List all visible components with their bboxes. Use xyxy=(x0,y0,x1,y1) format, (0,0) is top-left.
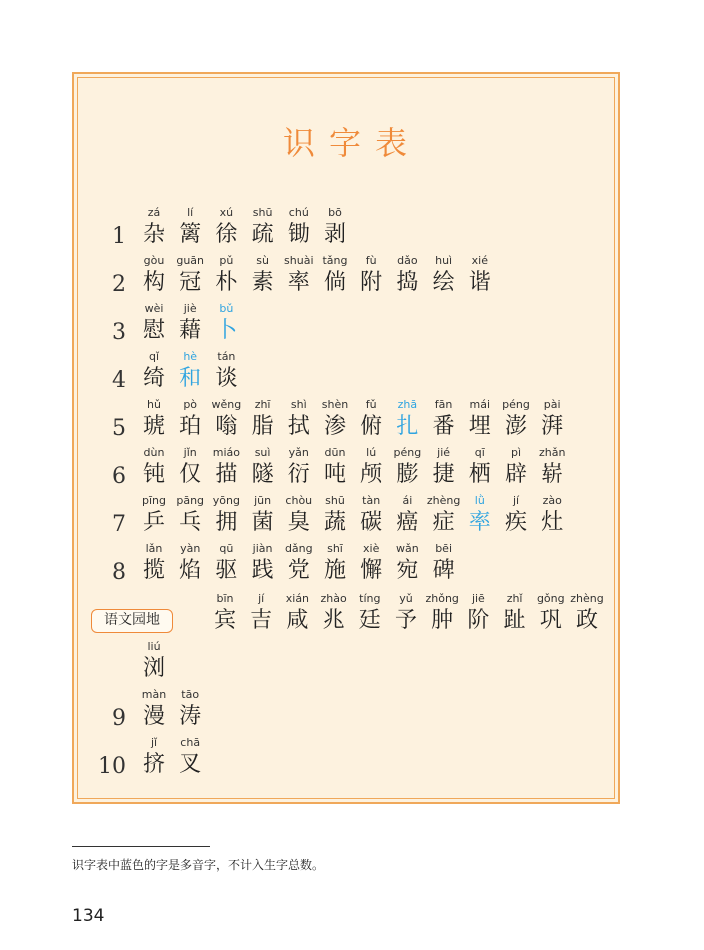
page-title: 识字表 xyxy=(282,124,421,162)
pinyin: chòu xyxy=(285,494,313,507)
pinyin: bǔ xyxy=(219,302,234,315)
pinyin: gòu xyxy=(143,254,165,267)
row-number: 7 xyxy=(112,512,126,537)
pinyin: suì xyxy=(254,446,271,459)
hanzi: 涛 xyxy=(179,704,202,729)
hanzi: 冠 xyxy=(179,270,202,295)
hanzi: 辟 xyxy=(504,462,527,487)
pinyin: wǎn xyxy=(396,542,419,555)
pinyin: zhǒng xyxy=(425,592,459,605)
pinyin: zhǐ xyxy=(506,592,523,605)
pinyin: zá xyxy=(147,206,161,219)
pinyin: yàn xyxy=(180,542,201,555)
char-row xyxy=(0,494,704,542)
polyphonic-character xyxy=(208,302,244,346)
pinyin: dǎng xyxy=(284,542,313,555)
hanzi: 钝 xyxy=(142,462,165,487)
pinyin: jiè xyxy=(183,302,197,315)
pinyin: pāng xyxy=(176,494,205,507)
pinyin: fǔ xyxy=(365,398,377,411)
hanzi: 嗡 xyxy=(215,414,238,439)
pinyin: shuài xyxy=(284,254,314,267)
hanzi: 栖 xyxy=(468,462,491,487)
hanzi: 政 xyxy=(575,608,598,633)
pinyin: shì xyxy=(290,398,307,411)
hanzi: 叉 xyxy=(179,752,202,777)
pinyin: jǐ xyxy=(150,736,158,749)
hanzi: 肿 xyxy=(431,608,454,633)
hanzi: 琥 xyxy=(142,414,165,439)
pinyin: lí xyxy=(187,206,194,219)
pinyin: péng xyxy=(502,398,530,411)
hanzi: 倘 xyxy=(323,270,346,295)
pinyin: hǔ xyxy=(147,398,161,411)
pinyin: qī xyxy=(474,446,485,459)
pinyin: guān xyxy=(176,254,205,267)
pinyin: jí xyxy=(512,494,520,507)
hanzi: 揽 xyxy=(142,558,165,583)
hanzi: 碳 xyxy=(360,510,383,535)
hanzi: 膨 xyxy=(396,462,419,487)
hanzi: 慰 xyxy=(142,318,165,343)
hanzi: 宛 xyxy=(396,558,419,583)
footnote: 识字表中蓝色的字是多音字，不计入生字总数。 xyxy=(72,858,325,872)
character-cell xyxy=(136,640,172,684)
hanzi: 渗 xyxy=(323,414,346,439)
hanzi: 崭 xyxy=(541,462,564,487)
pinyin: xú xyxy=(219,206,234,219)
hanzi: 脂 xyxy=(251,414,274,439)
row-number: 10 xyxy=(98,754,126,779)
character-cell xyxy=(317,206,353,250)
hanzi: 绘 xyxy=(432,270,455,295)
pinyin: wěng xyxy=(211,398,242,411)
hanzi: 菌 xyxy=(251,510,274,535)
hanzi: 咸 xyxy=(286,608,309,633)
hanzi: 疾 xyxy=(504,510,527,535)
pinyin: pò xyxy=(183,398,198,411)
row-number: 8 xyxy=(112,560,126,585)
hanzi: 拭 xyxy=(287,414,310,439)
hanzi: 吨 xyxy=(323,462,346,487)
hanzi: 施 xyxy=(323,558,346,583)
hanzi: 浏 xyxy=(142,656,165,681)
hanzi: 阶 xyxy=(467,608,490,633)
hanzi: 蔬 xyxy=(323,510,346,535)
pinyin: yǎn xyxy=(288,446,309,459)
hanzi: 焰 xyxy=(179,558,202,583)
pinyin: tíng xyxy=(359,592,381,605)
hanzi: 珀 xyxy=(179,414,202,439)
pinyin: sù xyxy=(256,254,269,267)
pinyin: tāo xyxy=(181,688,200,701)
char-row xyxy=(0,302,704,350)
hanzi: 疏 xyxy=(251,222,274,247)
pinyin: lǜ xyxy=(474,494,485,507)
character-cell xyxy=(208,350,244,394)
pinyin: bīn xyxy=(216,592,234,605)
row-number: 2 xyxy=(112,272,126,297)
pinyin: shū xyxy=(325,494,345,507)
pinyin: pì xyxy=(510,446,522,459)
pinyin: dūn xyxy=(324,446,346,459)
hanzi: 驱 xyxy=(215,558,238,583)
hanzi: 素 xyxy=(251,270,274,295)
hanzi: 隧 xyxy=(251,462,274,487)
pinyin: qǐ xyxy=(148,350,160,363)
hanzi: 埋 xyxy=(468,414,491,439)
hanzi: 挤 xyxy=(142,752,165,777)
hanzi: 藉 xyxy=(179,318,202,343)
row-number: 5 xyxy=(112,416,126,441)
char-row xyxy=(0,592,704,640)
pinyin: chā xyxy=(180,736,201,749)
pinyin: gǒng xyxy=(536,592,565,605)
hanzi: 构 xyxy=(142,270,165,295)
row-number: 4 xyxy=(112,368,126,393)
pinyin: mái xyxy=(469,398,491,411)
pinyin: wèi xyxy=(144,302,164,315)
pinyin: fān xyxy=(434,398,453,411)
character-cell xyxy=(172,688,208,732)
footnote-divider xyxy=(72,846,210,847)
pinyin: zhèng xyxy=(426,494,461,507)
char-row xyxy=(0,446,704,494)
row-number: 3 xyxy=(112,320,126,345)
character-cell xyxy=(426,542,462,586)
yuwen-yuandi-badge: 语文园地 xyxy=(91,609,173,633)
hanzi: 锄 xyxy=(287,222,310,247)
page-number: 134 xyxy=(72,906,105,926)
hanzi: 绮 xyxy=(142,366,165,391)
character-cell xyxy=(534,494,570,538)
pinyin: pǔ xyxy=(219,254,234,267)
pinyin: shèn xyxy=(321,398,349,411)
character-cell xyxy=(569,592,605,636)
hanzi: 扎 xyxy=(396,414,419,439)
hanzi: 和 xyxy=(179,366,202,391)
row-number: 1 xyxy=(112,224,126,249)
hanzi: 捷 xyxy=(432,462,455,487)
hanzi: 癌 xyxy=(396,510,419,535)
hanzi: 臭 xyxy=(287,510,310,535)
hanzi: 吉 xyxy=(250,608,273,633)
row-number: 6 xyxy=(112,464,126,489)
pinyin: bō xyxy=(328,206,342,219)
hanzi: 描 xyxy=(215,462,238,487)
char-row xyxy=(0,542,704,590)
pinyin: dùn xyxy=(143,446,165,459)
pinyin: tàn xyxy=(362,494,381,507)
hanzi: 杂 xyxy=(142,222,165,247)
hanzi: 篱 xyxy=(179,222,202,247)
char-row xyxy=(0,254,704,302)
pinyin: jié xyxy=(437,446,451,459)
pinyin: zhā xyxy=(397,398,418,411)
hanzi: 践 xyxy=(251,558,274,583)
hanzi: 党 xyxy=(287,558,310,583)
hanzi: 衍 xyxy=(287,462,310,487)
hanzi: 廷 xyxy=(358,608,381,633)
pinyin: jí xyxy=(258,592,265,605)
character-cell xyxy=(534,446,570,490)
hanzi: 宾 xyxy=(213,608,236,633)
hanzi: 率 xyxy=(287,270,310,295)
pinyin: zhī xyxy=(254,398,271,411)
hanzi: 巩 xyxy=(539,608,562,633)
hanzi: 乒 xyxy=(142,510,165,535)
char-row xyxy=(0,398,704,446)
hanzi: 谈 xyxy=(215,366,238,391)
hanzi: 俯 xyxy=(360,414,383,439)
character-cell xyxy=(172,736,208,780)
pinyin: zào xyxy=(542,494,562,507)
char-row xyxy=(0,350,704,398)
hanzi: 番 xyxy=(432,414,455,439)
pinyin: liú xyxy=(147,640,161,653)
hanzi: 徐 xyxy=(215,222,238,247)
hanzi: 捣 xyxy=(396,270,419,295)
character-cell xyxy=(462,254,498,298)
pinyin: xié xyxy=(471,254,488,267)
pinyin: lú xyxy=(366,446,377,459)
pinyin: jūn xyxy=(254,494,272,507)
hanzi: 灶 xyxy=(541,510,564,535)
hanzi: 湃 xyxy=(541,414,564,439)
pinyin: yǔ xyxy=(399,592,413,605)
hanzi: 症 xyxy=(432,510,455,535)
hanzi: 予 xyxy=(394,608,417,633)
pinyin: jǐn xyxy=(183,446,197,459)
hanzi: 附 xyxy=(360,270,383,295)
hanzi: 率 xyxy=(468,510,491,535)
pinyin: jiàn xyxy=(252,542,273,555)
pinyin: tǎng xyxy=(322,254,348,267)
pinyin: péng xyxy=(393,446,422,459)
pinyin: bēi xyxy=(435,542,452,555)
hanzi: 兆 xyxy=(322,608,345,633)
hanzi: 卜 xyxy=(215,318,238,343)
hanzi: 乓 xyxy=(179,510,202,535)
hanzi: 仅 xyxy=(179,462,202,487)
pinyin: miáo xyxy=(212,446,241,459)
hanzi: 懈 xyxy=(360,558,383,583)
pinyin: hè xyxy=(183,350,198,363)
pinyin: yōng xyxy=(212,494,240,507)
hanzi: 趾 xyxy=(503,608,526,633)
pinyin: zhào xyxy=(320,592,347,605)
pinyin: jiē xyxy=(471,592,485,605)
pinyin: ái xyxy=(402,494,413,507)
pinyin: fù xyxy=(365,254,377,267)
char-row xyxy=(0,688,704,736)
pinyin: qū xyxy=(219,542,234,555)
hanzi: 谐 xyxy=(468,270,491,295)
hanzi: 颅 xyxy=(360,462,383,487)
char-row xyxy=(0,736,704,784)
char-row xyxy=(0,640,704,688)
hanzi: 澎 xyxy=(504,414,527,439)
hanzi: 剥 xyxy=(323,222,346,247)
pinyin: dǎo xyxy=(397,254,418,267)
row-number: 9 xyxy=(112,706,126,731)
hanzi: 碑 xyxy=(432,558,455,583)
pinyin: tán xyxy=(217,350,236,363)
pinyin: huì xyxy=(435,254,453,267)
pinyin: chú xyxy=(288,206,309,219)
pinyin: shū xyxy=(252,206,273,219)
hanzi: 拥 xyxy=(215,510,238,535)
hanzi: 朴 xyxy=(215,270,238,295)
pinyin: lǎn xyxy=(145,542,163,555)
pinyin: màn xyxy=(141,688,167,701)
pinyin: shī xyxy=(327,542,343,555)
pinyin: zhǎn xyxy=(538,446,566,459)
pinyin: xián xyxy=(285,592,310,605)
pinyin: pài xyxy=(543,398,561,411)
character-cell xyxy=(534,398,570,442)
pinyin: pīng xyxy=(142,494,166,507)
pinyin: zhèng xyxy=(570,592,604,605)
char-row xyxy=(0,206,704,254)
pinyin: xiè xyxy=(363,542,380,555)
hanzi: 漫 xyxy=(142,704,165,729)
